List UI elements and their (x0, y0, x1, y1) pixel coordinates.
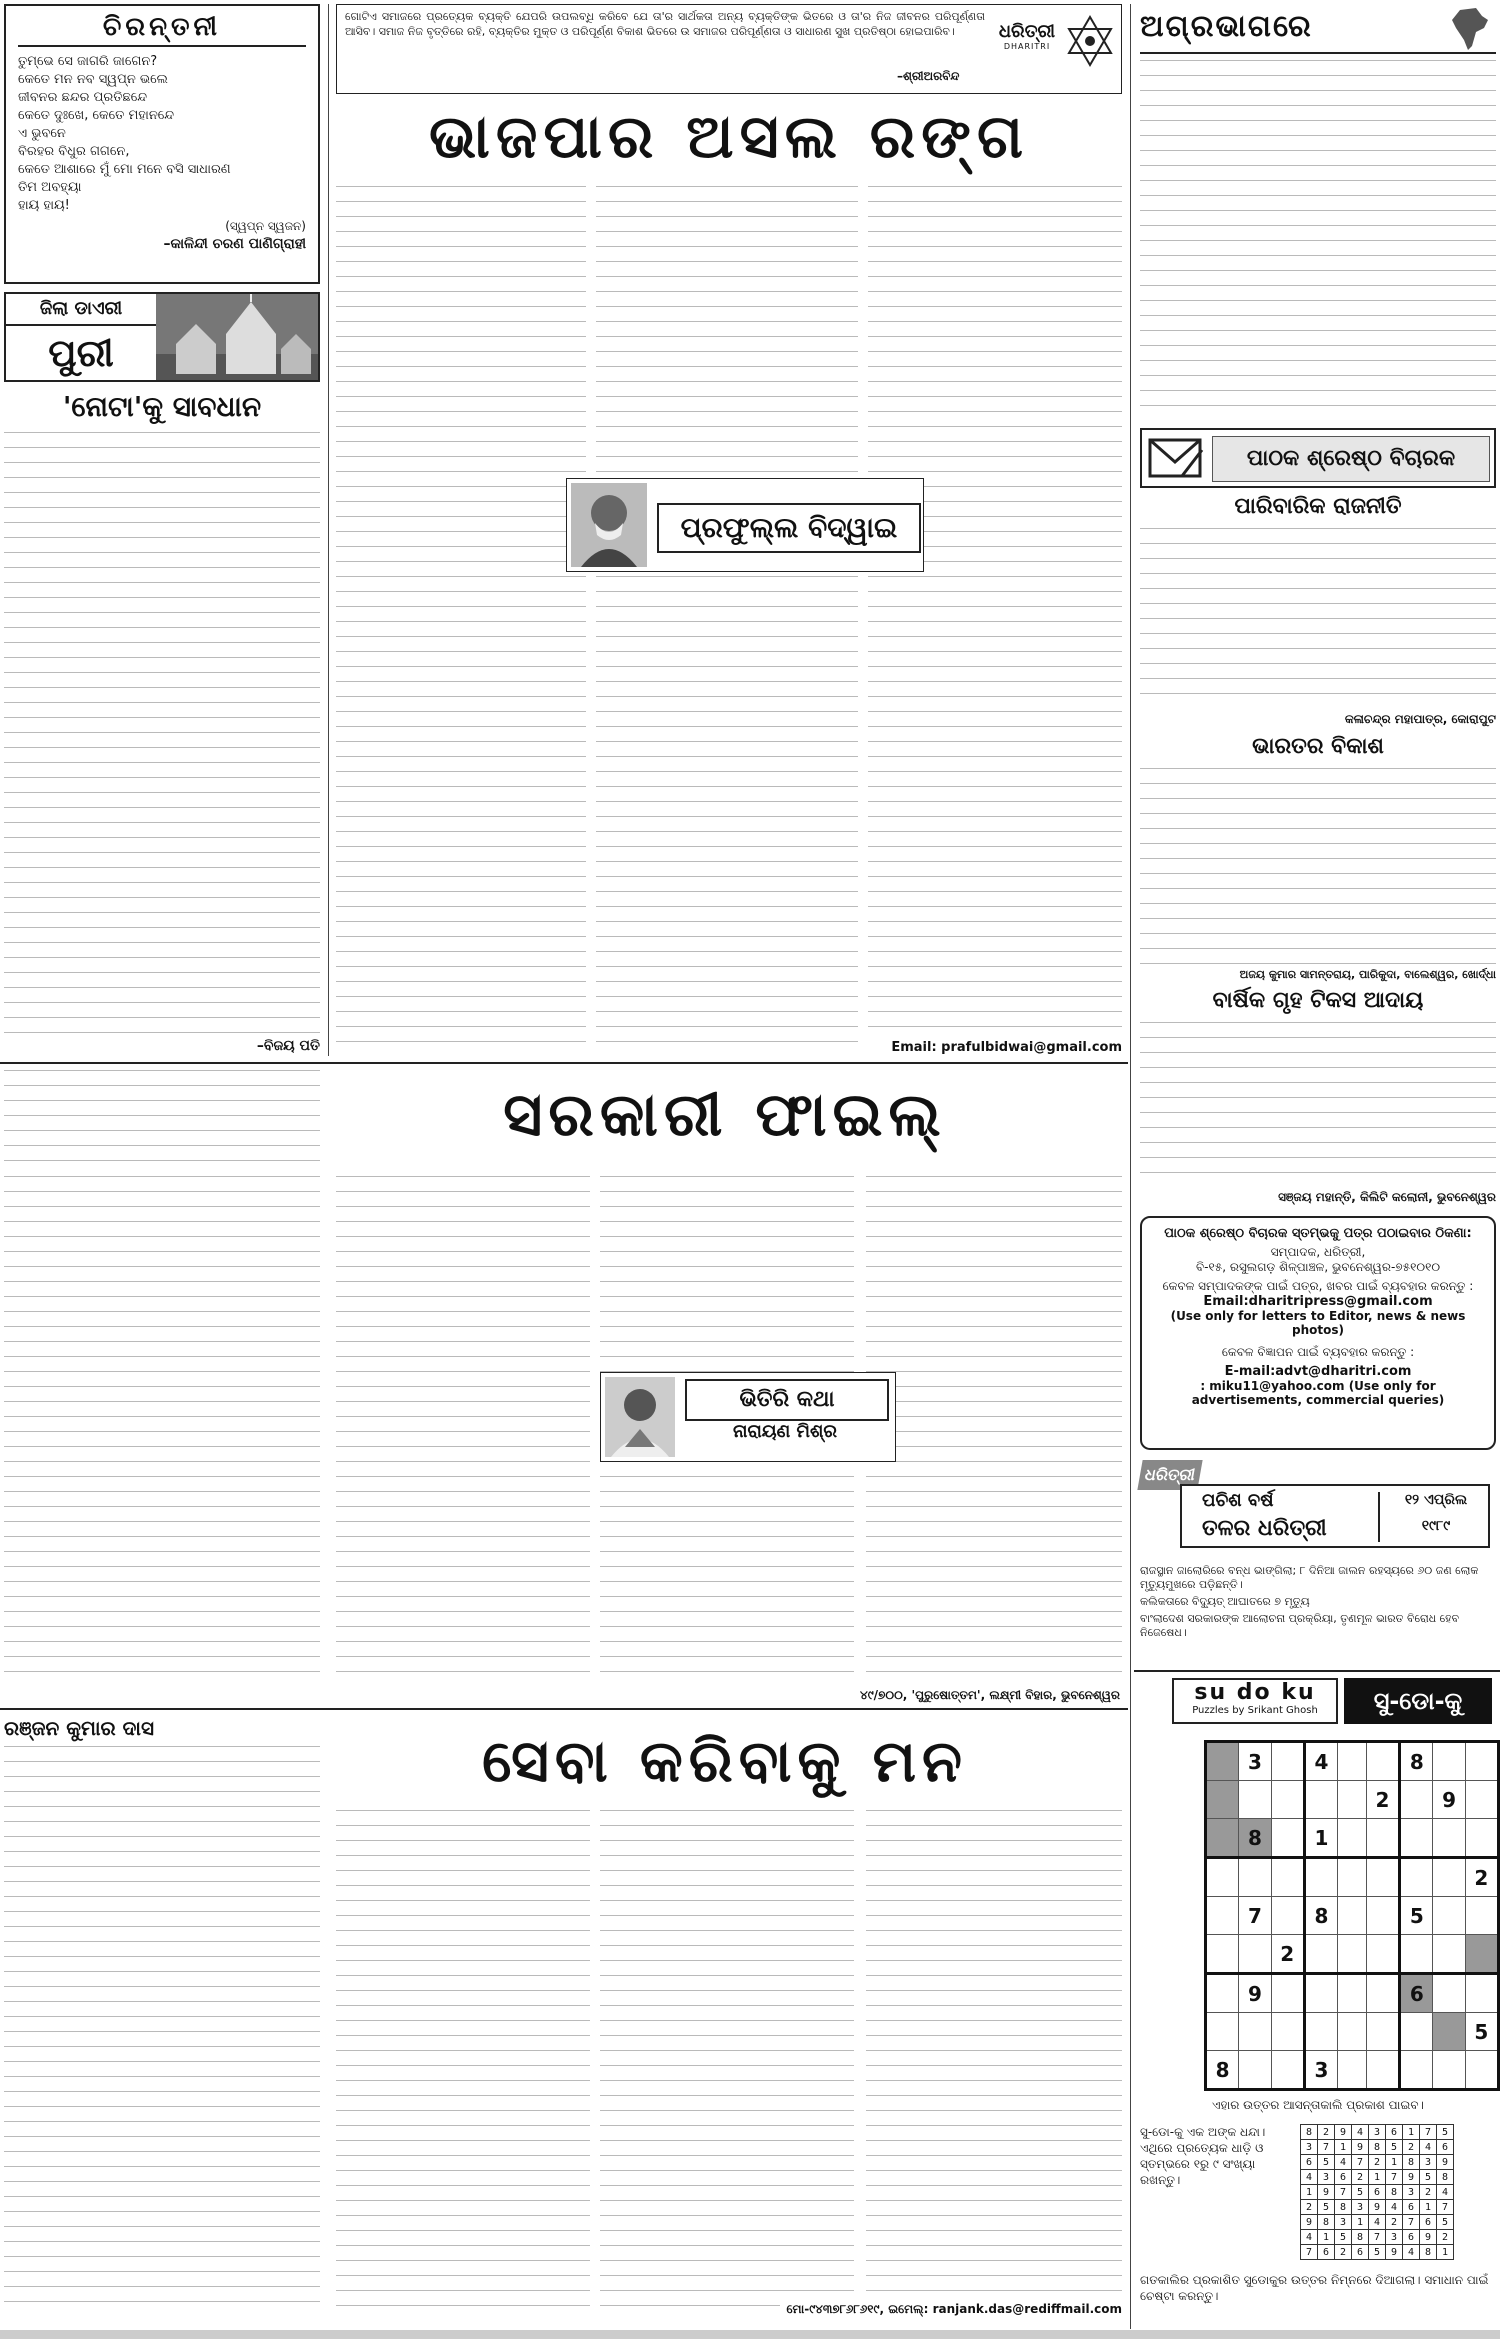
address-line: ସମ୍ପାଦକ, ଧରିତ୍ରୀ, (1270, 1245, 1366, 1259)
solution-cell: 9 (1335, 2125, 1352, 2140)
sudoku-cell[interactable] (1433, 1858, 1465, 1897)
sudoku-header (1172, 1678, 1496, 1728)
poem-line: ବିରହର ବିଧୁର ଗଗନେ, (18, 144, 130, 159)
adv-label: କେବଳ ବିଜ୍ଞାପନ ପାଇଁ ବ୍ୟବହାର କରନ୍ତୁ : (1221, 1345, 1415, 1359)
archive-item: ବାଂଲାଦେଶ ସରକାରଙ୍କ ଆଲୋଚନା ପ୍ରକ୍ରିୟା, ତୃଣମୂଳ ଭାରତ ବିରୋଧ ହେବ ନିଜେଷେଧ। (1140, 1612, 1460, 1639)
sudoku-cell[interactable] (1366, 2013, 1399, 2051)
sudoku-cell[interactable] (1400, 1781, 1433, 1819)
sudoku-cell[interactable] (1206, 2013, 1239, 2051)
sudoku-cell[interactable]: 7 (1239, 1897, 1271, 1935)
solution-row (1301, 2185, 1454, 2200)
solution-cell: 8 (1318, 2215, 1335, 2230)
sudoku-cell[interactable]: 9 (1433, 1781, 1465, 1819)
sudoku-foot: ଗତକାଲିର ପ୍ରକାଶିତ ସୁଡୋକୁର ଉତ୍ତର ନିମ୍ନରେ ଦିଆଗଲା। ସମାଧାନ ପାଇଁ ଚେଷ୍ଟା କରନ୍ତୁ। (1140, 2273, 1489, 2303)
star-emblem-icon (1065, 13, 1115, 83)
solution-cell: 9 (1369, 2200, 1386, 2215)
sudoku-cell[interactable]: 3 (1239, 1742, 1271, 1781)
solution-cell: 3 (1318, 2170, 1335, 2185)
solution-cell: 4 (1403, 2245, 1420, 2260)
solution-cell: 8 (1386, 2185, 1403, 2200)
letters-banner-text: ପାଠକ ଶ୍ରେଷ୍ଠ ବିଚାରକ (1212, 436, 1490, 482)
solution-cell: 5 (1352, 2185, 1369, 2200)
sudoku-solution (1300, 2124, 1454, 2260)
sudoku-row (1206, 1974, 1499, 2013)
solution-cell: 5 (1386, 2140, 1403, 2155)
sudoku-cell[interactable] (1465, 1935, 1498, 1974)
solution-cell: 2 (1420, 2185, 1437, 2200)
editor-email: Email:dharitripress@gmail.com (1203, 1294, 1433, 1309)
sudoku-cell[interactable] (1338, 2051, 1367, 2090)
paper-logo-text: ଧରିତ୍ରୀ (998, 21, 1056, 42)
solution-cell: 9 (1318, 2185, 1335, 2200)
solution-cell: 5 (1335, 2230, 1352, 2245)
solution-cell: 8 (1352, 2230, 1369, 2245)
sudoku-cell[interactable] (1271, 2051, 1304, 2090)
diary-place: ପୁରୀ (48, 331, 114, 375)
sudoku-cell[interactable]: 9 (1239, 1974, 1271, 2013)
solution-cell: 5 (1437, 2125, 1454, 2140)
poem-line: କେତେ ଆଶାରେ ମୁଁ ମୋ ମନେ ବସି ସାଧାରଣ (18, 162, 231, 177)
solution-row (1301, 2200, 1454, 2215)
solution-row (1301, 2155, 1454, 2170)
sudoku-cell[interactable] (1433, 1897, 1465, 1935)
solution-cell: 1 (1352, 2215, 1369, 2230)
column-logo (1140, 4, 1496, 54)
solution-cell: 3 (1301, 2140, 1318, 2155)
solution-cell: 9 (1352, 2140, 1369, 2155)
article3-col2 (336, 1810, 590, 2316)
article2-col1 (4, 1176, 320, 1686)
solution-cell: 4 (1386, 2200, 1403, 2215)
poem-line: ହାୟ ହାୟ! (18, 198, 70, 213)
temple-image (156, 294, 318, 380)
sudoku-cell[interactable] (1433, 1742, 1465, 1781)
article2-col2 (336, 1176, 590, 1686)
article2-col4 (866, 1176, 1122, 1686)
solution-cell: 1 (1318, 2230, 1335, 2245)
sudoku-cell[interactable] (1433, 2013, 1465, 2051)
poem-box (4, 4, 320, 284)
solution-cell: 4 (1301, 2230, 1318, 2245)
archive-date1: ୧୨ ଏପ୍ରିଲ (1404, 1492, 1468, 1508)
sudoku-cell[interactable] (1271, 2013, 1304, 2051)
solution-cell: 6 (1352, 2245, 1369, 2260)
archive-item: କଲିକତାରେ ବିଦ୍ୟୁତ୍ ଆଘାତରେ ୭ ମୃତ୍ୟୁ (1140, 1595, 1310, 1608)
solution-cell: 9 (1301, 2215, 1318, 2230)
poem-box-title: ଚିରନ୍ତନୀ (18, 12, 306, 47)
archive-logo: ଧରିତ୍ରୀ (1137, 1460, 1202, 1490)
solution-cell: 8 (1403, 2155, 1420, 2170)
sudoku-cell[interactable] (1271, 1781, 1304, 1819)
sudoku-cell[interactable] (1206, 1819, 1239, 1858)
masthead-quote-box (336, 4, 1122, 94)
quote-author: –ଶ୍ରୀଅରବିନ୍ଦ (897, 69, 960, 83)
sudoku-row (1206, 1897, 1499, 1935)
paper-logo-sub: DHARITRI (1003, 42, 1051, 51)
sudoku-cell[interactable] (1338, 1819, 1367, 1858)
solution-cell: 4 (1437, 2185, 1454, 2200)
author-photo-2 (605, 1377, 675, 1457)
sudoku-note: ଏହାର ଉତ୍ତର ଆସନ୍ତାକାଲି ପ୍ରକାଶ ପାଇବ। (1212, 2098, 1424, 2112)
article3-sig: ମୋ-୯୪୩୭୮୬୮୬୧୯, ଇମେଲ୍: ranjank.das@rediffmail.com (780, 2302, 1122, 2317)
article2-intro (4, 1070, 320, 1170)
sudoku-cell[interactable] (1304, 1858, 1337, 1897)
solution-cell: 7 (1318, 2140, 1335, 2155)
sudoku-cell[interactable] (1239, 1858, 1271, 1897)
sudoku-cell[interactable] (1338, 1858, 1367, 1897)
solution-cell: 3 (1369, 2125, 1386, 2140)
solution-cell: 8 (1301, 2125, 1318, 2140)
solution-cell: 4 (1420, 2140, 1437, 2155)
sudoku-cell[interactable]: 5 (1465, 2013, 1498, 2051)
sudoku-row (1206, 1819, 1499, 1858)
column-logo-text: ଅଗ୍ରଭାଗରେ (1140, 9, 1313, 44)
sudoku-cell[interactable] (1366, 1897, 1399, 1935)
solution-cell: 9 (1386, 2245, 1403, 2260)
sudoku-row (1206, 2051, 1499, 2090)
sudoku-cell[interactable] (1271, 1897, 1304, 1935)
solution-cell: 3 (1386, 2230, 1403, 2245)
solution-row (1301, 2215, 1454, 2230)
solution-cell: 4 (1352, 2125, 1369, 2140)
india-map-icon (1446, 6, 1492, 52)
sudoku-cell[interactable] (1304, 1781, 1337, 1819)
letters-banner (1140, 428, 1496, 488)
sudoku-cell[interactable] (1400, 1935, 1433, 1974)
sudoku-cell[interactable] (1271, 1858, 1304, 1897)
sudoku-help: ସୁ-ଡୋ-କୁ ଏକ ଅଙ୍କ ଧନ୍ଦା। ଏଥିରେ ପ୍ରତ୍ୟେକ ଧାଡ଼ି ଓ ସ୍ତମ୍ଭରେ ୧ରୁ ୯ ସଂଖ୍ୟା ରଖନ୍ତୁ। (1140, 2125, 1266, 2187)
sudoku-cell[interactable] (1465, 1781, 1498, 1819)
sudoku-cell[interactable]: 2 (1366, 1781, 1399, 1819)
sudoku-row (1206, 1935, 1499, 1974)
solution-row (1301, 2125, 1454, 2140)
sudoku-cell[interactable] (1304, 2013, 1337, 2051)
solution-cell: 2 (1403, 2140, 1420, 2155)
sudoku-cell[interactable]: 8 (1206, 2051, 1239, 2090)
nota-body (4, 432, 320, 1034)
article3-col4 (866, 1810, 1122, 2300)
sudoku-cell[interactable]: 8 (1400, 1742, 1433, 1781)
sudoku-cell[interactable] (1465, 2051, 1498, 2090)
solution-cell: 1 (1420, 2200, 1437, 2215)
poem-source: (ସ୍ୱପ୍ନ ସ୍ୱଜନ) (225, 219, 306, 233)
sudoku-cell[interactable] (1239, 1935, 1271, 1974)
sudoku-cell[interactable]: 8 (1304, 1897, 1337, 1935)
sudoku-cell[interactable] (1433, 1935, 1465, 1974)
solution-cell: 3 (1420, 2155, 1437, 2170)
sudoku-cell[interactable]: 5 (1400, 1897, 1433, 1935)
sudoku-grid[interactable] (1204, 1740, 1500, 2091)
envelope-icon (1148, 436, 1204, 480)
sudoku-cell[interactable] (1206, 1935, 1239, 1974)
solution-cell: 3 (1352, 2200, 1369, 2215)
sudoku-row (1206, 1858, 1499, 1897)
sudoku-cell[interactable]: 8 (1239, 1819, 1271, 1858)
sudoku-cell[interactable] (1206, 1858, 1239, 1897)
sudoku-cell[interactable] (1366, 1935, 1399, 1974)
solution-cell: 2 (1335, 2245, 1352, 2260)
solution-cell: 8 (1335, 2200, 1352, 2215)
poem-line: ତିମ ଅବହ୍ୟା (18, 180, 82, 195)
solution-cell: 7 (1335, 2185, 1352, 2200)
solution-cell: 2 (1318, 2125, 1335, 2140)
article3-headline: ସେବା କରିବାକୁ ମନ (482, 1727, 968, 1795)
sudoku-cell[interactable] (1304, 1935, 1337, 1974)
article2-headline: ସରକାରୀ ଫାଇଲ୍ (503, 1080, 947, 1150)
sudoku-cell[interactable] (1366, 1858, 1399, 1897)
sudoku-cell[interactable]: 3 (1304, 2051, 1337, 2090)
article3-col1 (4, 1746, 320, 2316)
solution-cell: 5 (1318, 2155, 1335, 2170)
solution-cell: 7 (1301, 2245, 1318, 2260)
article1-author: ପ୍ରଫୁଲ୍ଲ ବିଦ୍ୱାଇ (657, 503, 921, 553)
solution-row (1301, 2245, 1454, 2260)
solution-row (1301, 2140, 1454, 2155)
article1-col1 (336, 186, 586, 1056)
solution-cell: 6 (1386, 2125, 1403, 2140)
sudoku-cell[interactable] (1465, 1974, 1498, 2013)
poem-line: କେତେ ମନ ନବ ସ୍ୱପ୍ନ ଭଲେ (18, 72, 168, 87)
author-photo (571, 483, 647, 567)
sudoku-cell[interactable] (1206, 1742, 1239, 1781)
paper-logo (997, 21, 1057, 51)
letter2-body (1140, 768, 1496, 966)
poem-line: ଏ ଭୁବନେ (18, 126, 66, 141)
sudoku-cell[interactable] (1239, 1781, 1271, 1819)
solution-cell: 6 (1403, 2200, 1420, 2215)
sudoku-cell[interactable] (1366, 1742, 1399, 1781)
sudoku-cell[interactable] (1206, 1974, 1239, 2013)
solution-cell: 1 (1386, 2155, 1403, 2170)
solution-cell: 6 (1369, 2185, 1386, 2200)
sudoku-cell[interactable] (1304, 1974, 1337, 2013)
sudoku-cell[interactable] (1338, 1974, 1367, 2013)
solution-cell: 9 (1420, 2230, 1437, 2245)
solution-cell: 2 (1352, 2170, 1369, 2185)
archive-title2: ତଳର ଧରିତ୍ରୀ (1202, 1516, 1327, 1541)
sudoku-cell[interactable] (1400, 2013, 1433, 2051)
solution-cell: 6 (1301, 2155, 1318, 2170)
diary-label: ଜିଲା ଡାଏରୀ (6, 294, 156, 326)
archive-box (1140, 1460, 1496, 1556)
solution-cell: 3 (1403, 2185, 1420, 2200)
solution-cell: 2 (1386, 2215, 1403, 2230)
sudoku-cell[interactable] (1400, 2051, 1433, 2090)
article1-email: Email: prafulbidwai@gmail.com (868, 1040, 1122, 1055)
article2-box (600, 1372, 896, 1462)
adv-email-2: : miku11@yahoo.com (Use only for (1200, 1379, 1436, 1393)
letter3-sig: ସଞ୍ଜୟ ମହାନ୍ତି, କିଲିଟି କଲୋନୀ, ଭୁବନେଶ୍ୱର (1278, 1190, 1496, 1204)
sudoku-cell[interactable] (1366, 1974, 1399, 2013)
solution-cell: 5 (1369, 2245, 1386, 2260)
solution-cell: 6 (1318, 2245, 1335, 2260)
sudoku-cell[interactable]: 2 (1271, 1935, 1304, 1974)
sudoku-cell[interactable] (1433, 1819, 1465, 1858)
solution-cell: 5 (1437, 2215, 1454, 2230)
solution-cell: 6 (1437, 2140, 1454, 2155)
sudoku-cell[interactable] (1338, 1742, 1367, 1781)
sudoku-cell[interactable] (1433, 1974, 1465, 2013)
article2-box-title: ଭିତିରି କଥା (685, 1379, 889, 1421)
solution-cell: 2 (1369, 2155, 1386, 2170)
sudoku-row (1206, 1781, 1499, 1819)
solution-cell: 4 (1335, 2155, 1352, 2170)
sudoku-cell[interactable] (1465, 1742, 1498, 1781)
solution-cell: 1 (1301, 2185, 1318, 2200)
solution-cell: 5 (1420, 2170, 1437, 2185)
letter3-title: ବାର୍ଷିକ ଗୃହ ଟିକସ ଆଦାୟ (1212, 988, 1424, 1013)
poem-author: –କାଳିନ୍ଦୀ ଚରଣ ପାଣିଗ୍ରାହୀ (163, 236, 306, 252)
poem-lines (18, 53, 306, 215)
article1-col3 (868, 186, 1122, 1056)
sudoku-row (1206, 1742, 1499, 1781)
article3-col3 (600, 1810, 854, 2316)
nota-headline: 'ନୋଟା'କୁ ସାବଧାନ (62, 390, 262, 423)
solution-cell: 4 (1301, 2170, 1318, 2185)
archive-items (1140, 1564, 1496, 1640)
sudoku-cell[interactable]: 2 (1465, 1858, 1498, 1897)
solution-row (1301, 2170, 1454, 2185)
archive-item: ରାଜସ୍ଥାନ ଜାଲୋରିରେ ବନ୍ଧ ଭାଙ୍ଗିଲା; ୮ ଦିନିଆ ଜାଲନ ରହସ୍ୟରେ ୬୦ ଜଣ ଲୋକ ମୃତ୍ୟୁମୁଖରେ ପଡ଼ିଛନ୍ତି। (1140, 1564, 1479, 1591)
poem-line: କେତେ ଦୁଃଖେ, କେତେ ମହାନନ୍ଦେ (18, 108, 175, 123)
solution-cell: 7 (1352, 2155, 1369, 2170)
sudoku-cell[interactable] (1433, 2051, 1465, 2090)
solution-cell: 9 (1437, 2155, 1454, 2170)
address-title: ପାଠକ ଶ୍ରେଷ୍ଠ ବିଚାରକ ସ୍ତମ୍ଭକୁ ପତ୍ର ପଠାଇବାର ଠିକଣା: (1164, 1226, 1472, 1241)
sudoku-cell[interactable] (1465, 1819, 1498, 1858)
article1-author-box (566, 478, 924, 572)
poem-line: ତୁମ୍ଭେ ସେ ଜାଗରି ଜାଗେନ? (18, 54, 158, 69)
right-col-article (1140, 60, 1496, 420)
article1-headline: ଭାଜପାର ଅସଲ ରଙ୍ଗ (428, 102, 1030, 172)
letter3-body (1140, 1022, 1496, 1186)
solution-cell: 7 (1369, 2230, 1386, 2245)
article3-author: ରଞ୍ଜନ କୁମାର ଦାସ (4, 1716, 154, 1740)
solution-cell: 5 (1318, 2200, 1335, 2215)
letter2-title: ଭାରତର ବିକାଶ (1252, 734, 1384, 759)
letter1-sig: କଳାଚନ୍ଦ୍ର ମହାପାତ୍ର, କୋରାପୁଟ (1344, 712, 1496, 726)
sudoku-cell[interactable] (1366, 2051, 1399, 2090)
solution-cell: 1 (1335, 2140, 1352, 2155)
solution-cell: 8 (1437, 2170, 1454, 2185)
solution-cell: 2 (1437, 2230, 1454, 2245)
solution-cell: 7 (1437, 2200, 1454, 2215)
letter1-title: ପାରିବାରିକ ରାଜନୀତି (1234, 494, 1402, 519)
address-box (1140, 1216, 1496, 1450)
letter2-sig: ଅଜୟ କୁମାର ସାମନ୍ତରାୟ, ପାରିକୁଦା, ବାଲେଶ୍ୱର, ଖୋର୍ଦ୍ଧା (1239, 968, 1496, 981)
sudoku-cell[interactable] (1338, 1935, 1367, 1974)
sudoku-cell[interactable]: 1 (1304, 1819, 1337, 1858)
solution-cell: 6 (1403, 2230, 1420, 2245)
sudoku-brand: su do ku (1194, 1680, 1316, 1705)
sudoku-cell[interactable] (1271, 1974, 1304, 2013)
solution-row (1301, 2230, 1454, 2245)
adv-email: E-mail:advt@dharitri.com (1224, 1364, 1412, 1379)
page-bottom-rule (0, 2330, 1500, 2339)
article1-col2 (596, 186, 858, 1056)
sudoku-row (1206, 2013, 1499, 2051)
sudoku-cell[interactable] (1239, 2051, 1271, 2090)
sudoku-cell[interactable]: 6 (1400, 1974, 1433, 2013)
sudoku-cell[interactable] (1239, 2013, 1271, 2051)
sudoku-title: ସୁ-ଡୋ-କୁ (1344, 1678, 1492, 1724)
solution-cell: 7 (1403, 2215, 1420, 2230)
solution-cell: 8 (1420, 2245, 1437, 2260)
archive-date2: ୧୯୮୯ (1421, 1518, 1451, 1534)
article2-sig: ୪୯/୭୦୦, 'ପୁରୁଷୋତ୍ତମ', ଲକ୍ଷ୍ମୀ ବିହାର, ଭୁବନେଶ୍ୱର (860, 1688, 1120, 1702)
solution-cell: 7 (1420, 2125, 1437, 2140)
solution-cell: 4 (1369, 2215, 1386, 2230)
sudoku-cell[interactable] (1271, 1742, 1304, 1781)
solution-cell: 1 (1403, 2125, 1420, 2140)
editor-email-note: (Use only for letters to Editor, news & news photos) (1170, 1309, 1466, 1337)
solution-cell: 7 (1386, 2170, 1403, 2185)
sudoku-cell[interactable] (1400, 1819, 1433, 1858)
sudoku-cell[interactable] (1271, 1819, 1304, 1858)
email-only-label: କେବଳ ସମ୍ପାଦକଙ୍କ ପାଇଁ ପତ୍ର, ଖବର ପାଇଁ ବ୍ୟବହାର କରନ୍ତୁ : (1162, 1279, 1474, 1293)
poem-line: ଜୀବନର ଛନ୍ଦର ପ୍ରତିଛନ୍ଦେ (18, 90, 148, 105)
sudoku-cell[interactable] (1338, 2013, 1367, 2051)
solution-cell: 1 (1437, 2245, 1454, 2260)
sudoku-credit: Puzzles by Srikant Ghosh (1192, 1705, 1318, 1716)
solution-cell: 6 (1335, 2170, 1352, 2185)
sudoku-cell[interactable] (1338, 1897, 1367, 1935)
district-diary-banner (4, 292, 320, 382)
solution-cell: 8 (1369, 2140, 1386, 2155)
nota-sig: –ବିଜୟ ପତି (256, 1038, 320, 1054)
sudoku-cell[interactable] (1206, 1897, 1239, 1935)
archive-title1: ପଚିଶ ବର୍ଷ (1202, 1490, 1274, 1511)
solution-cell: 3 (1335, 2215, 1352, 2230)
sudoku-cell[interactable] (1465, 1897, 1498, 1935)
solution-cell: 1 (1369, 2170, 1386, 2185)
masthead-quote: ଗୋଟିଏ ସମାଜରେ ପ୍ରତ୍ୟେକ ବ୍ୟକ୍ତି ଯେପରି ଉପଲବ୍ଧି କରିବେ ଯେ ତା'ର ସାର୍ଥକତା ଅନ୍ୟ ବ୍ୟକ୍ତିଙ୍କ ଭିତରେ ଓ ତା'ର ନିଜ ଜୀବନର ପରିପୂର୍ଣ୍ଣତା ଆସିବ। ସମାଜ ନିଜ ବୃତ୍ତିରେ ରହି, ବ୍ୟକ୍ତିର ମୁକ୍ତ ଓ ପରିପୂର୍ଣ୍ଣ ବିକାଶ ଭିତରେ ଉ ସମାଜର ପରିପୂର୍ଣ୍ଣତା ଓ ସାଧାରଣ ସୁଖ ପ୍ରତିଷ୍ଠା ହୋଇପାରିବ। (345, 10, 985, 38)
sudoku-cell[interactable]: 4 (1304, 1742, 1337, 1781)
sudoku-cell[interactable] (1206, 1781, 1239, 1819)
sudoku-cell[interactable] (1400, 1858, 1433, 1897)
sudoku-cell[interactable] (1338, 1781, 1367, 1819)
solution-cell: 2 (1301, 2200, 1318, 2215)
solution-cell: 6 (1420, 2215, 1437, 2230)
solution-cell: 9 (1403, 2170, 1420, 2185)
letter1-body (1140, 528, 1496, 708)
article2-box-author: ନାରାୟଣ ମିଶ୍ର (732, 1421, 837, 1442)
address-line: ବି-୧୫, ରସୁଲଗଡ଼ ଶିଳ୍ପାଞ୍ଚଳ, ଭୁବନେଶ୍ୱର-୭୫୧୦୧୦ (1195, 1260, 1441, 1274)
adv-email-note: advertisements, commercial queries) (1191, 1393, 1445, 1407)
sudoku-cell[interactable] (1366, 1819, 1399, 1858)
